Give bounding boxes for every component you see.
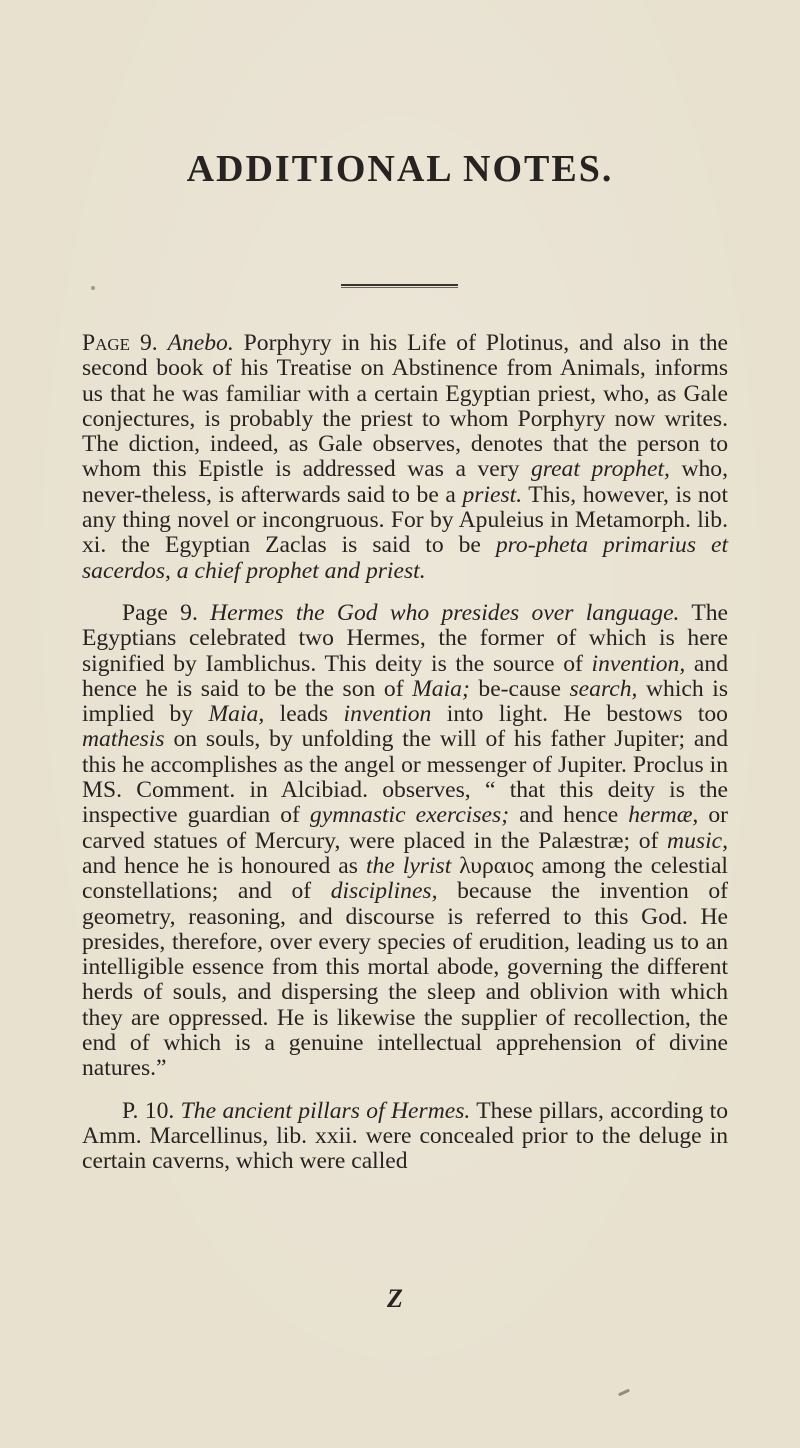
- text-run: because the invention of geometry, reasoning, and discourse is referred to this God. He presides, therefore, over every species of erudition, leading us to an intelligible essence from this mortal abode, governing the different herds of souls, and dispersing the sleep and oblivion with which they are oppressed. He is likewise the supplier of recollection, the end of which is a genuine intellectual apprehension of divine natures.”: [82, 878, 728, 1082]
- italic-text: disciplines,: [330, 878, 438, 905]
- italic-text: The ancient pillars of Hermes.: [180, 1097, 471, 1124]
- note-paragraph: [82, 601, 728, 1082]
- italic-text: pro-pheta primarius et sacerdos, a chief prophet and priest.: [82, 532, 729, 584]
- text-run: which is implied by: [82, 675, 728, 728]
- italic-text: priest.: [462, 481, 523, 508]
- text-run: and hence: [509, 802, 629, 829]
- signature-mark: Z: [387, 1284, 403, 1313]
- italic-text: Anebo.: [167, 330, 234, 356]
- italic-text: music,: [667, 827, 728, 854]
- italic-text: mathesis: [82, 726, 165, 753]
- notes-body: [82, 331, 728, 1175]
- text-run: and hence he is said to be the son of: [82, 650, 729, 702]
- text-run: be-cause: [469, 675, 570, 702]
- italic-text: Maia,: [208, 701, 265, 728]
- text-run: into light. He bestows too: [431, 701, 728, 728]
- text-run: This, however, is not any thing novel or incongruous. For by Apuleius in Metamorph. lib. xi. the Egyptian Zaclas is said to be: [82, 481, 728, 559]
- text-run: The Egyptians celebrated two Hermes, the former of which is here signified by Iamblichus. This deity is the source of: [82, 599, 728, 677]
- text-run: and hence he is honoured as: [82, 852, 366, 879]
- text-run: Page 9.: [122, 599, 211, 626]
- italic-text: hermæ,: [628, 802, 699, 829]
- text-run: These pillars, according to Amm. Marcellinus, lib. xxii. were concealed prior to the deluge in certain caverns, which were called: [82, 1097, 728, 1175]
- ink-speck: [618, 1389, 630, 1397]
- text-run: or carved statues of Mercury, were placed in the Palæstræ; of: [82, 802, 729, 854]
- italic-text: great prophet,: [530, 456, 670, 483]
- text-run: P. 10.: [122, 1097, 181, 1124]
- italic-text: Maia;: [412, 675, 470, 702]
- italic-text: invention: [343, 701, 432, 728]
- text-run: Porphyry in his Life of Plotinus, and also in the second book of his Treatise on Abstinence from Animals, informs us that he was familiar with a certain Egyptian priest, who, as Gale conjectures, is probably the priest to whom Porphyry now writes. The diction, indeed, as Gale observes, denotes that the person to whom this Epistle is addressed was a very: [82, 330, 728, 483]
- text-run: on souls, by unfolding the will of his father Jupiter; and this he accomplishes as the angel or messenger of Jupiter. Proclus in MS. Comment. in Alcibiad. observes, “ that this deity is the inspective guardian of: [82, 726, 728, 829]
- text-run: who, never-theless, is afterwards said to be a: [82, 456, 729, 508]
- italic-text: gymnastic exercises;: [309, 802, 510, 829]
- italic-text: Hermes the God who presides over language.: [210, 599, 680, 626]
- note-paragraph: [82, 331, 728, 584]
- text-run: λυραιος among the celestial constellations; and of: [82, 852, 728, 905]
- text-run: leads: [264, 701, 344, 728]
- heading-rule: [341, 284, 458, 288]
- italic-text: search,: [569, 675, 638, 702]
- small-caps-text: Page: [82, 330, 131, 356]
- ink-speck: [91, 286, 95, 290]
- note-paragraph: [82, 1099, 728, 1175]
- italic-text: the lyrist: [365, 852, 452, 879]
- page-heading: ADDITIONAL NOTES.: [186, 148, 614, 190]
- text-run: 9.: [130, 330, 168, 356]
- italic-text: invention,: [591, 650, 686, 677]
